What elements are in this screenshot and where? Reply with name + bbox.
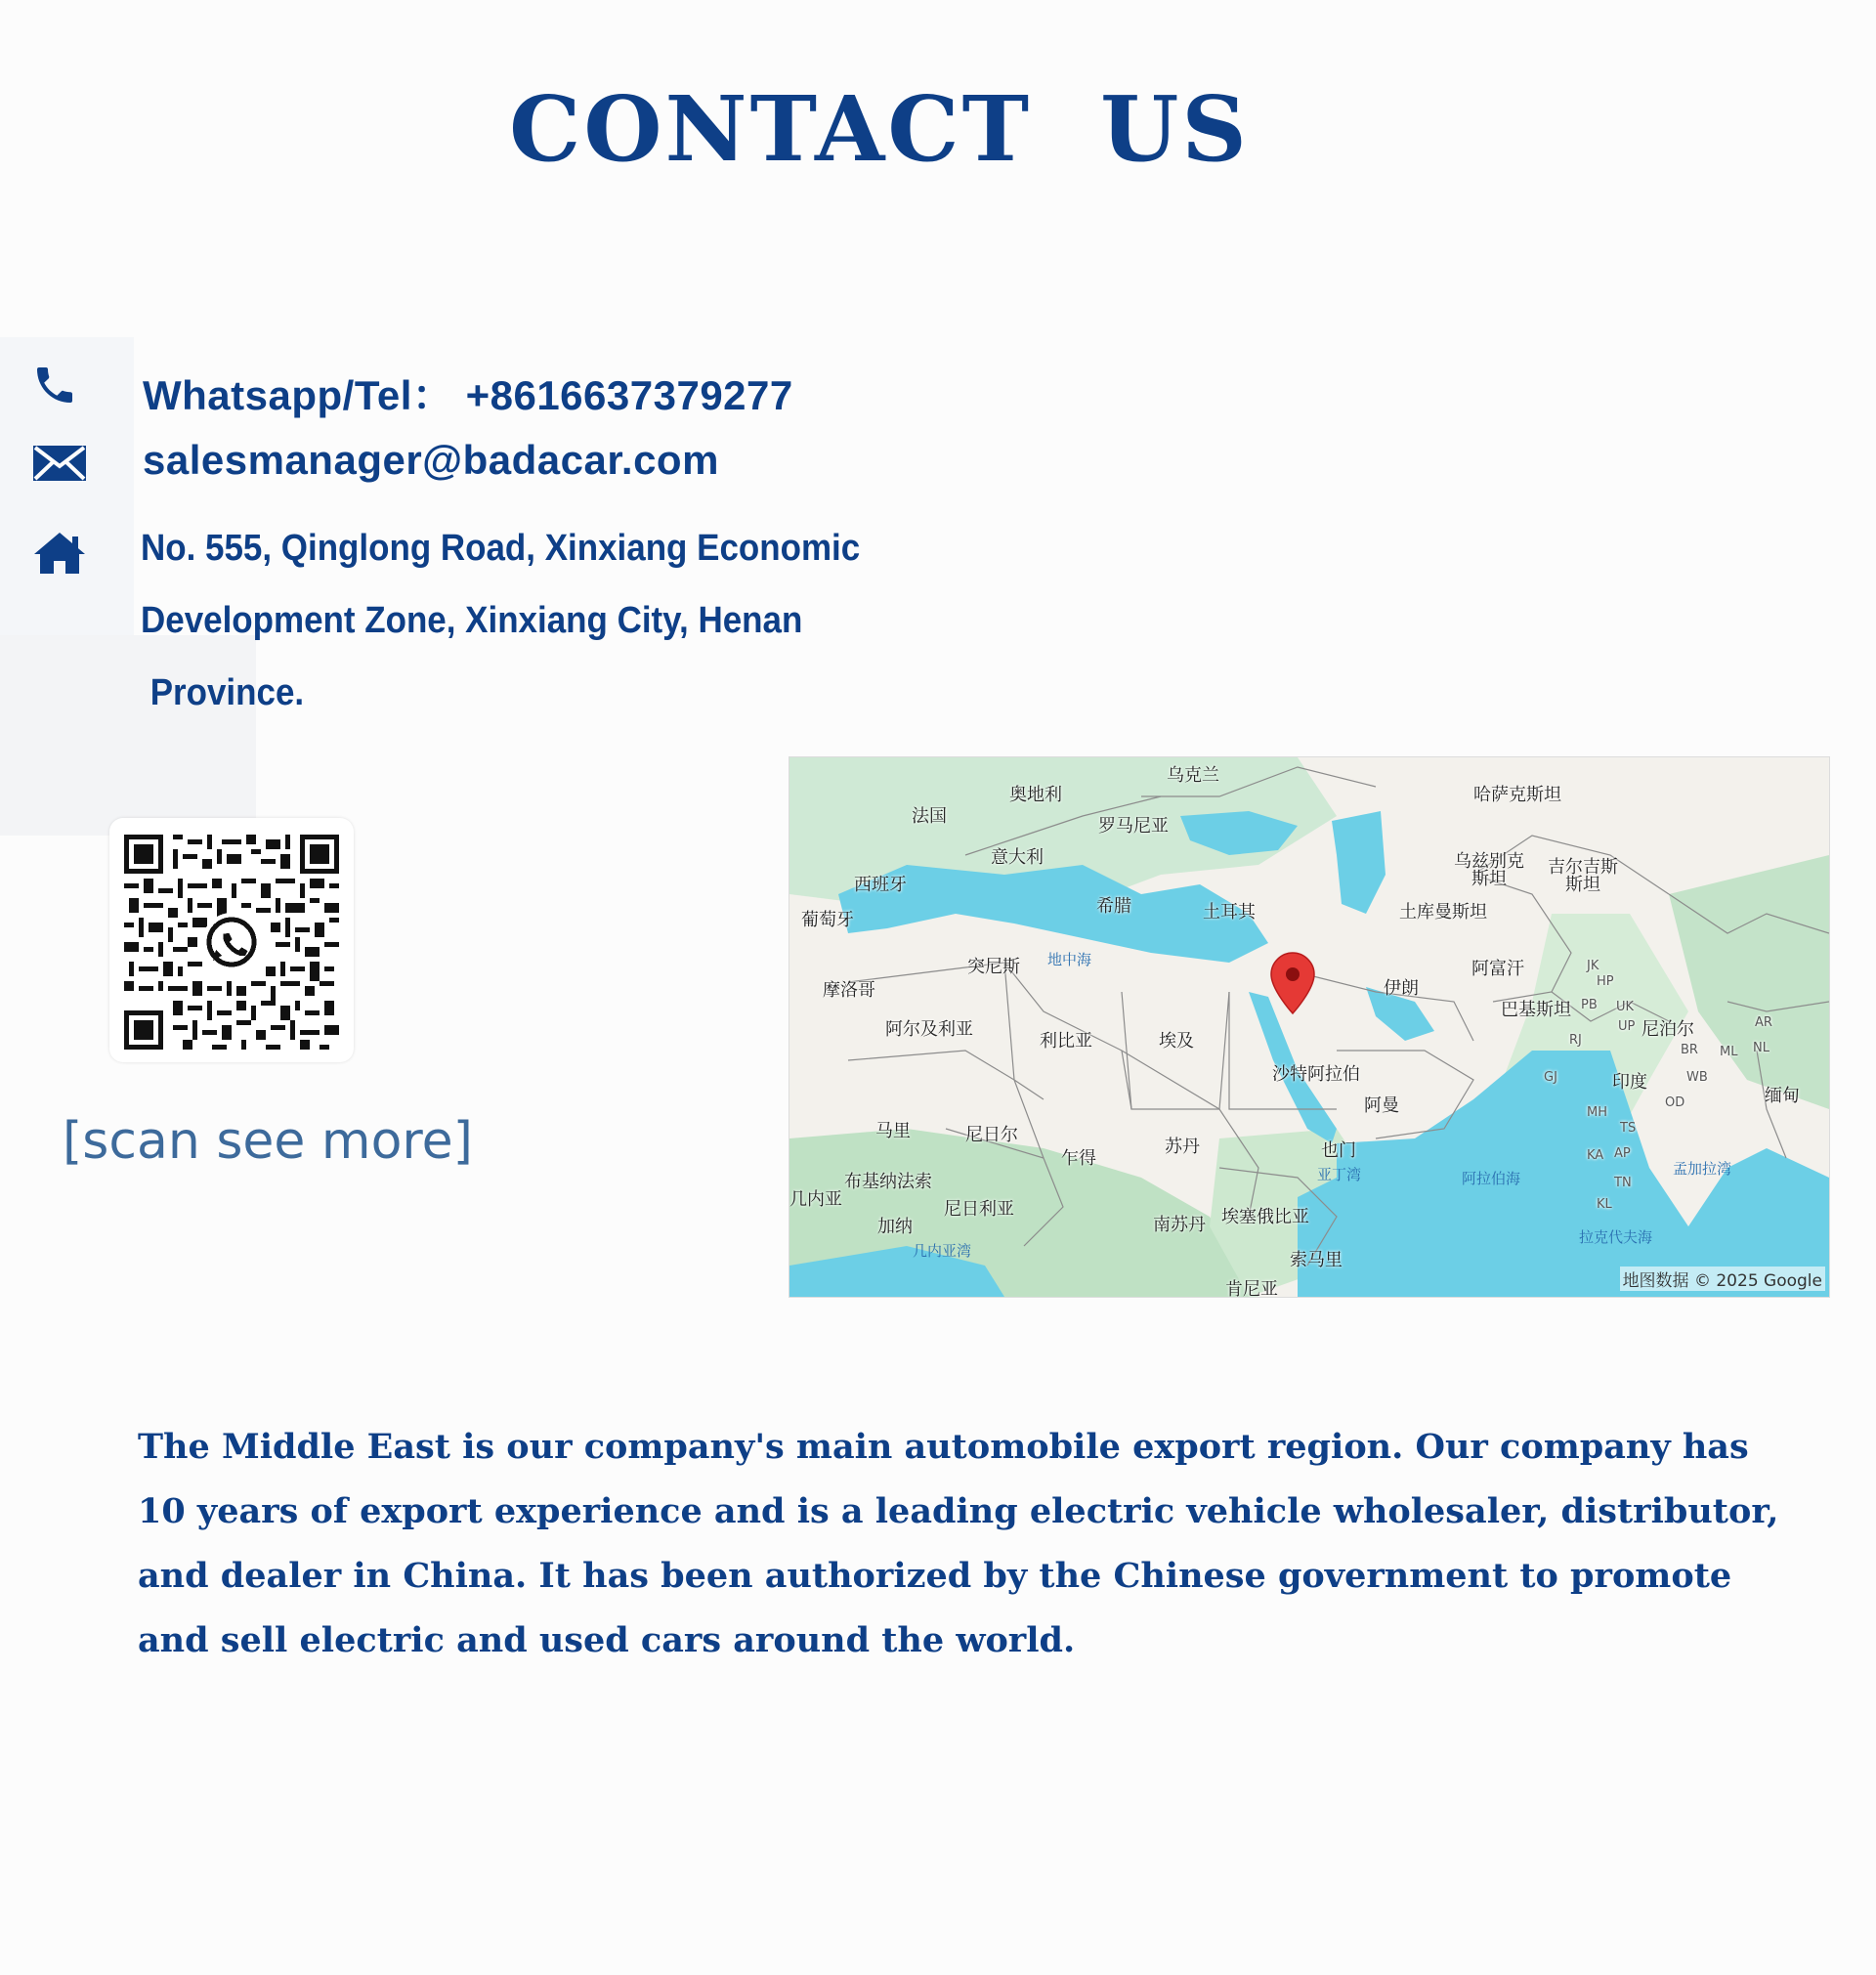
map-label-bay-bengal: 孟加拉湾 xyxy=(1673,1160,1732,1178)
location-map[interactable] xyxy=(789,756,1830,1298)
map-label-tunisia: 突尼斯 xyxy=(967,957,1020,977)
map-label-nl: NL xyxy=(1753,1041,1769,1055)
map-label-ts: TS xyxy=(1620,1121,1637,1136)
map-label-kyrgyzstan: 吉尔吉斯 斯坦 xyxy=(1548,857,1618,895)
map-label-oman: 阿曼 xyxy=(1364,1095,1399,1116)
map-label-italy: 意大利 xyxy=(991,847,1044,868)
map-label-romania: 罗马尼亚 xyxy=(1098,816,1169,837)
mail-icon xyxy=(32,445,87,487)
map-label-br: BR xyxy=(1681,1043,1698,1057)
map-label-od: OD xyxy=(1665,1095,1685,1110)
map-label-chad: 乍得 xyxy=(1061,1148,1096,1169)
map-label-pb: PB xyxy=(1581,998,1598,1012)
email-address[interactable]: salesmanager@badacar.com xyxy=(143,437,719,483)
map-label-tn: TN xyxy=(1614,1176,1632,1190)
map-label-laccadive: 拉克代夫海 xyxy=(1579,1228,1653,1246)
map-label-greece: 希腊 xyxy=(1096,896,1131,917)
map-label-nigeria: 尼日利亚 xyxy=(944,1199,1014,1220)
map-label-niger: 尼日尔 xyxy=(965,1125,1018,1145)
map-copyright: 地图数据 © 2025 Google xyxy=(1620,1267,1825,1291)
map-label-turkmenistan: 土库曼斯坦 xyxy=(1399,902,1487,923)
map-label-portugal: 葡萄牙 xyxy=(801,910,854,930)
map-label-rj: RJ xyxy=(1569,1033,1582,1048)
map-label-afghanistan: 阿富汗 xyxy=(1471,959,1524,979)
map-label-ka: KA xyxy=(1587,1148,1604,1163)
map-label-nepal: 尼泊尔 xyxy=(1642,1019,1694,1040)
map-label-gulf-aden: 亚丁湾 xyxy=(1317,1166,1362,1183)
map-label-myanmar: 缅甸 xyxy=(1765,1086,1800,1106)
map-label-turkey: 土耳其 xyxy=(1203,902,1256,923)
qr-caption: [scan see more] xyxy=(63,1112,473,1171)
map-label-austria: 奥地利 xyxy=(1009,785,1062,805)
qr-code-image xyxy=(124,835,339,1050)
phone-number[interactable]: Whatsapp/Tel： +8616637379277 xyxy=(143,372,793,418)
map-label-guinea: 几内亚 xyxy=(789,1189,842,1210)
map-label-kazakhstan: 哈萨克斯坦 xyxy=(1473,785,1561,805)
map-label-ap: AP xyxy=(1614,1146,1631,1161)
address-line-1: No. 555, Qinglong Road, Xinxiang Economic xyxy=(141,528,861,569)
map-label-uzbekistan: 乌兹别克 斯坦 xyxy=(1454,851,1524,889)
page-title: CONTACT US xyxy=(509,76,1250,182)
company-description: The Middle East is our company's main automobile export region. Our company has 10 years of export experience and is a leading electric vehicle wholesaler, distributor, and dealer in China. It has been authorized by the Chinese government to promote and sell electric and used cars around the world. xyxy=(138,1427,1779,1660)
map-label-mediterranean: 地中海 xyxy=(1047,951,1092,968)
map-label-libya: 利比亚 xyxy=(1040,1031,1092,1052)
map-label-ar: AR xyxy=(1755,1015,1772,1030)
map-label-saudi: 沙特阿拉伯 xyxy=(1272,1064,1360,1085)
whatsapp-icon xyxy=(202,913,261,971)
map-label-egypt: 埃及 xyxy=(1159,1031,1194,1052)
map-label-jk: JK xyxy=(1587,959,1599,973)
address-line-2: Development Zone, Xinxiang City, Henan xyxy=(141,600,803,641)
map-label-arabian-sea: 阿拉伯海 xyxy=(1462,1170,1521,1187)
map-label-mali: 马里 xyxy=(875,1121,911,1141)
map-label-uk: UK xyxy=(1616,1000,1635,1014)
map-label-pakistan: 巴基斯坦 xyxy=(1501,1000,1571,1020)
qr-code-card[interactable] xyxy=(109,818,354,1062)
map-label-ml: ML xyxy=(1720,1045,1738,1059)
map-label-kenya: 肯尼亚 xyxy=(1225,1279,1278,1298)
map-label-kl: KL xyxy=(1597,1197,1612,1212)
map-label-ukraine: 乌克兰 xyxy=(1167,765,1219,786)
map-label-somalia: 索马里 xyxy=(1290,1250,1343,1270)
map-label-sudan: 苏丹 xyxy=(1165,1137,1200,1157)
map-label-morocco: 摩洛哥 xyxy=(823,980,875,1001)
map-label-yemen: 也门 xyxy=(1321,1140,1356,1161)
map-label-burkina: 布基纳法索 xyxy=(844,1172,932,1192)
address-line-3: Province. xyxy=(141,672,305,713)
map-label-iran: 伊朗 xyxy=(1384,978,1419,999)
map-label-india: 印度 xyxy=(1612,1072,1647,1093)
map-label-ethiopia: 埃塞俄比亚 xyxy=(1221,1207,1309,1227)
map-label-gulf-guinea: 几内亚湾 xyxy=(913,1242,972,1260)
map-label-gj: GJ xyxy=(1544,1070,1557,1085)
phone-icon xyxy=(31,362,78,413)
left-accent-panel-lower xyxy=(0,635,256,836)
map-label-algeria: 阿尔及利亚 xyxy=(885,1019,973,1040)
map-label-south-sudan: 南苏丹 xyxy=(1153,1215,1206,1235)
map-label-wb: WB xyxy=(1686,1070,1708,1085)
map-label-france: 法国 xyxy=(912,806,947,827)
home-icon xyxy=(33,531,86,580)
map-label-mh: MH xyxy=(1587,1105,1607,1120)
map-label-up: UP xyxy=(1618,1019,1636,1034)
map-label-ghana: 加纳 xyxy=(877,1217,913,1237)
map-label-hp: HP xyxy=(1597,974,1614,989)
map-label-spain: 西班牙 xyxy=(854,875,907,895)
